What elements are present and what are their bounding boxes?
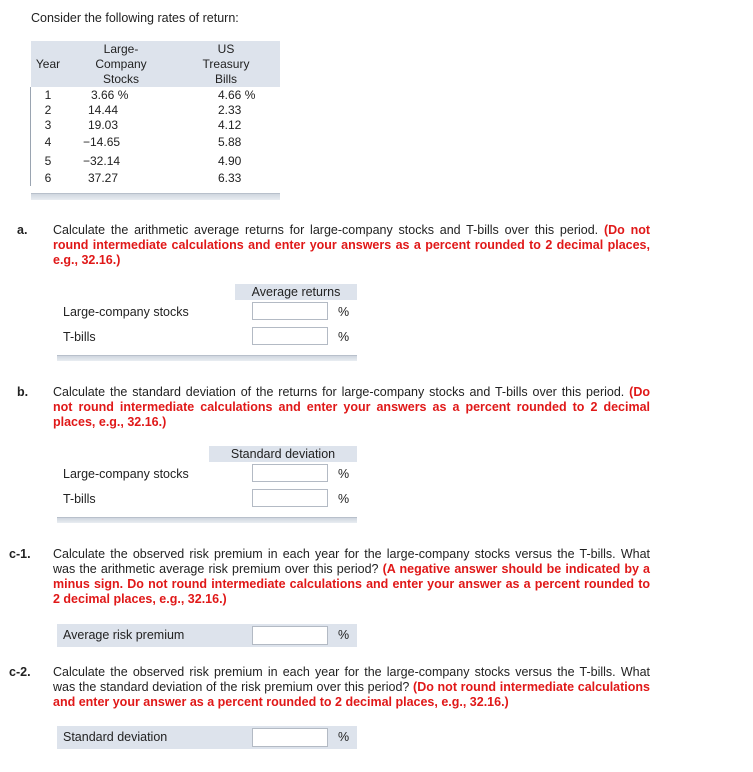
question-b-instruction: (Do not round intermediate calculations and enter your answers as a percent rounded to 2 decimal places, e.g., 32.16.) (53, 385, 650, 429)
percent-sign: % (338, 467, 350, 481)
answer-row-large-company (57, 300, 357, 324)
answer-row-std-dev-risk-premium (57, 726, 357, 749)
question-a-text: Calculate the arithmetic average returns for large-company stocks and T-bills over this period. (53, 223, 599, 237)
answer-table-b-header: Standard deviation (209, 446, 357, 462)
std-dev-risk-premium-input[interactable] (252, 728, 328, 747)
answer-row-label: Large-company stocks (63, 305, 189, 319)
header-bills-line3: Bills (214, 72, 237, 86)
large-company-cell: 14.44 (88, 103, 119, 117)
percent-sign: % (338, 492, 350, 506)
treasury-bills-cell: 2.33 (218, 103, 242, 117)
year-cell: 6 (44, 171, 52, 185)
std-dev-tbills-input[interactable] (252, 489, 328, 507)
large-company-cell: −14.65 (83, 135, 121, 149)
question-c2 (9, 665, 650, 710)
question-c1-label: c-1. (9, 547, 31, 561)
year-cell: 3 (44, 118, 52, 132)
treasury-bills-cell: 6.33 (218, 171, 242, 185)
std-dev-large-input[interactable] (252, 464, 328, 482)
percent-sign: % (338, 628, 350, 642)
question-c1-instruction: (A negative answer should be indicated by a minus sign. Do not round intermediate calculations and enter your answer as a percent rounded to 2 decimal places, e.g., 32.16.) (53, 562, 650, 606)
header-large-line3: Stocks (102, 72, 139, 86)
question-c2-instruction: (Do not round intermediate calculations and enter your answer as a percent rounded to 2 decimal places, e.g., 32.16.) (53, 680, 650, 709)
rates-table-header (31, 41, 280, 87)
answer-row-t-bills (57, 487, 357, 511)
answer-row-average-risk-premium (57, 624, 357, 647)
header-bills-line2: Treasury (202, 57, 250, 71)
question-c1 (9, 547, 650, 607)
answer-row-large-company (57, 462, 357, 486)
percent-sign: % (338, 730, 350, 744)
header-year: Year (35, 57, 61, 71)
treasury-bills-cell: 4.90 (218, 154, 242, 168)
answer-row-t-bills (57, 325, 357, 349)
answer-row-label: Large-company stocks (63, 467, 189, 481)
year-cell: 1 (44, 88, 52, 102)
large-company-cell: 37.27 (88, 171, 119, 185)
table-row (31, 134, 280, 151)
table-row (31, 117, 280, 134)
answer-row-label: Average risk premium (63, 628, 185, 642)
average-risk-premium-input[interactable] (252, 626, 328, 645)
table-row (31, 153, 280, 170)
answer-row-label: T-bills (63, 492, 96, 506)
question-b (17, 385, 650, 430)
answer-table-b-rule (57, 517, 357, 523)
large-company-cell: −32.14 (83, 154, 121, 168)
average-return-tbills-input[interactable] (252, 327, 328, 345)
question-c2-label: c-2. (9, 665, 31, 679)
question-c2-text: Calculate the observed risk premium in each year for the large-company stocks versus the T-bills. What was the standard deviation of the risk premium over this period? (53, 665, 650, 694)
percent-sign: % (338, 330, 350, 344)
intro-text: Consider the following rates of return: (31, 11, 239, 25)
year-cell: 2 (44, 103, 52, 117)
answer-row-label: T-bills (63, 330, 96, 344)
header-large-line1: Large- (103, 42, 139, 56)
table-row (31, 170, 280, 187)
question-b-text: Calculate the standard deviation of the returns for large-company stocks and T-bills over this period. (53, 385, 625, 399)
answer-table-a-header: Average returns (235, 284, 357, 300)
question-a (17, 223, 650, 268)
average-return-large-input[interactable] (252, 302, 328, 320)
question-c1-text: Calculate the observed risk premium in each year for the large-company stocks versus the T-bills. What was the arithmetic average risk premium over this period? (53, 547, 650, 576)
percent-sign: % (338, 305, 350, 319)
table-bottom-rule (31, 193, 280, 200)
treasury-bills-cell: 4.66 % (218, 88, 256, 102)
answer-table-a-rule (57, 355, 357, 361)
large-company-cell: 3.66 % (91, 88, 129, 102)
header-large-line2: Company (95, 57, 147, 71)
answer-row-label: Standard deviation (63, 730, 168, 744)
large-company-cell: 19.03 (88, 118, 119, 132)
treasury-bills-cell: 5.88 (218, 135, 242, 149)
header-bills-line1: US (217, 42, 235, 56)
question-b-label: b. (17, 385, 29, 399)
question-a-label: a. (17, 223, 28, 237)
year-cell: 4 (44, 135, 52, 149)
question-a-instruction: (Do not round intermediate calculations and enter your answers as a percent rounded to 2 decimal places, e.g., 32.16.) (53, 223, 650, 267)
treasury-bills-cell: 4.12 (218, 118, 242, 132)
year-cell: 5 (44, 154, 52, 168)
